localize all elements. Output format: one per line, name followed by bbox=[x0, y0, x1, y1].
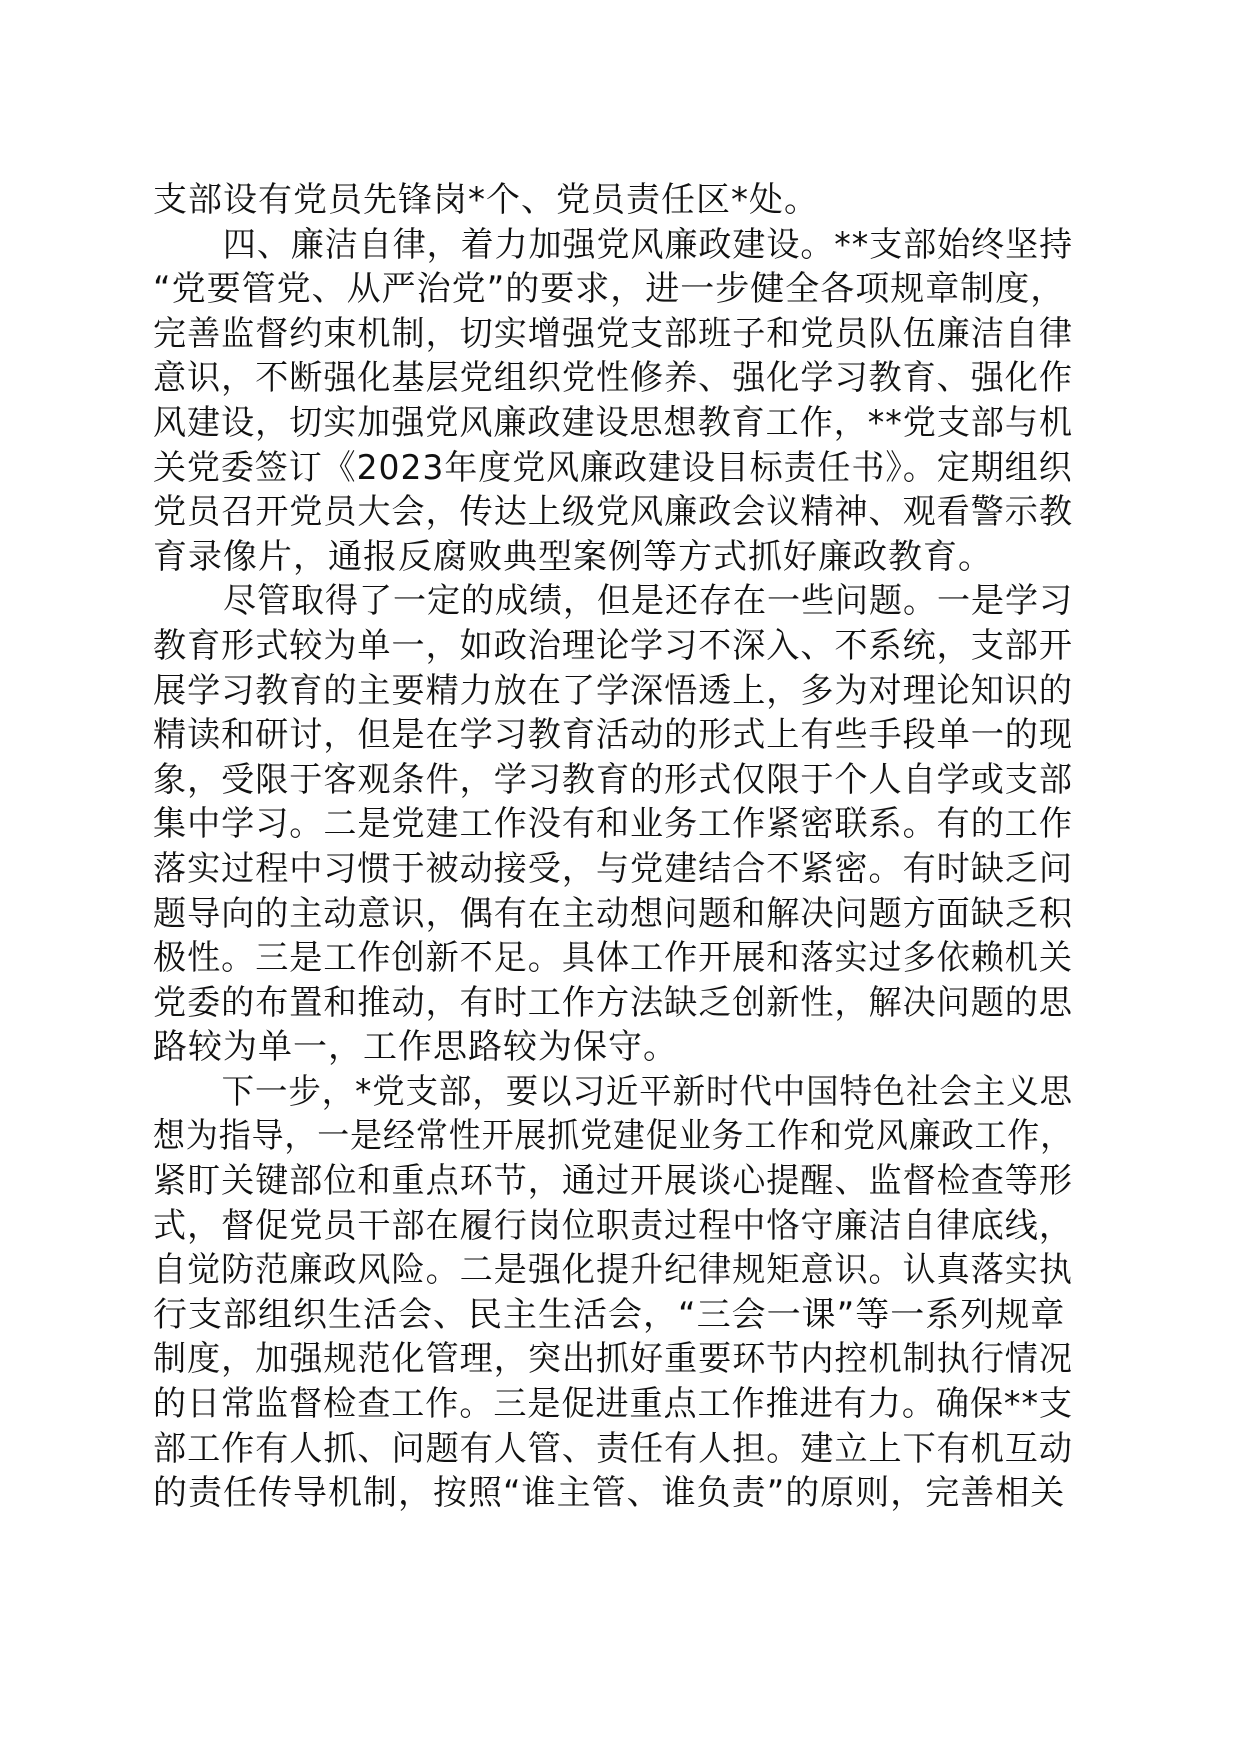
text-line: 育录像片，通报反腐败典型案例等方式抓好廉政教育。 bbox=[153, 536, 993, 577]
text-line: 精读和研讨，但是在学习教育活动的形式上有些手段单一的现 bbox=[153, 715, 1073, 756]
paragraph-first-line: 尽管取得了一定的成绩，但是还存在一些问题。一是学习 bbox=[222, 581, 1074, 622]
text-line: 教育形式较为单一，如政治理论学习不深入、不系统，支部开 bbox=[153, 625, 1073, 666]
text-line: 式，督促党员干部在履行岗位职责过程中恪守廉洁自律底线， bbox=[153, 1205, 1073, 1246]
text-line: 象，受限于客观条件，学习教育的形式仅限于个人自学或支部 bbox=[153, 759, 1073, 800]
text-line: 自觉防范廉政风险。二是强化提升纪律规矩意识。认真落实执 bbox=[153, 1250, 1073, 1291]
text-line: 支部设有党员先锋岗*个、党员责任区*处。 bbox=[153, 180, 819, 220]
paragraph-first-line: 下一步，*党支部，要以习近平新时代中国特色社会主义思 bbox=[221, 1071, 1074, 1112]
text-line: 想为指导，一是经常性开展抓党建促业务工作和党风廉政工作， bbox=[153, 1116, 1074, 1157]
text-line: 部工作有人抓、问题有人管、责任有人担。建立上下有机互动 bbox=[153, 1428, 1073, 1469]
text-line: 紧盯关键部位和重点环节，通过开展谈心提醒、监督检查等形 bbox=[153, 1161, 1073, 1202]
text-line: 关党委签订《2023年度党风廉政建设目标责任书》。定期组织 bbox=[153, 447, 1073, 488]
text-line: 路较为单一，工作思路较为保守。 bbox=[153, 1027, 678, 1068]
text-line: “党要管党、从严治党”的要求，进一步健全各项规章制度， bbox=[153, 269, 1066, 310]
text-line: 党委的布置和推动，有时工作方法缺乏创新性，解决问题的思 bbox=[153, 982, 1073, 1023]
text-line: 展学习教育的主要精力放在了学深悟透上，多为对理论知识的 bbox=[153, 670, 1073, 711]
text-line: 制度，加强规范化管理，突出抓好重要环节内控机制执行情况 bbox=[153, 1339, 1073, 1380]
text-line: 风建设，切实加强党风廉政建设思想教育工作，**党支部与机 bbox=[153, 402, 1073, 443]
text-line: 的责任传导机制，按照“谁主管、谁负责”的原则，完善相关 bbox=[153, 1473, 1066, 1514]
text-line: 党员召开党员大会，传达上级党风廉政会议精神、观看警示教 bbox=[153, 492, 1073, 533]
text-line: 行支部组织生活会、民主生活会，“三会一课”等一系列规章 bbox=[153, 1294, 1066, 1335]
text-line: 的日常监督检查工作。三是促进重点工作推进有力。确保**支 bbox=[153, 1384, 1073, 1425]
text-line: 意识，不断强化基层党组织党性修养、强化学习教育、强化作 bbox=[153, 358, 1073, 399]
text-line: 题导向的主动意识，偶有在主动想问题和解决问题方面缺乏积 bbox=[153, 893, 1073, 934]
text-line: 极性。三是工作创新不足。具体工作开展和落实过多依赖机关 bbox=[153, 938, 1073, 979]
text-line: 落实过程中习惯于被动接受，与党建结合不紧密。有时缺乏问 bbox=[153, 848, 1073, 889]
text-line: 集中学习。二是党建工作没有和业务工作紧密联系。有的工作 bbox=[153, 804, 1073, 845]
paragraph-first-line: 四、廉洁自律，着力加强党风廉政建设。**支部始终坚持 bbox=[222, 224, 1074, 265]
text-line: 完善监督约束机制，切实增强党支部班子和党员队伍廉洁自律 bbox=[153, 313, 1073, 354]
document-body bbox=[153, 178, 1073, 1516]
